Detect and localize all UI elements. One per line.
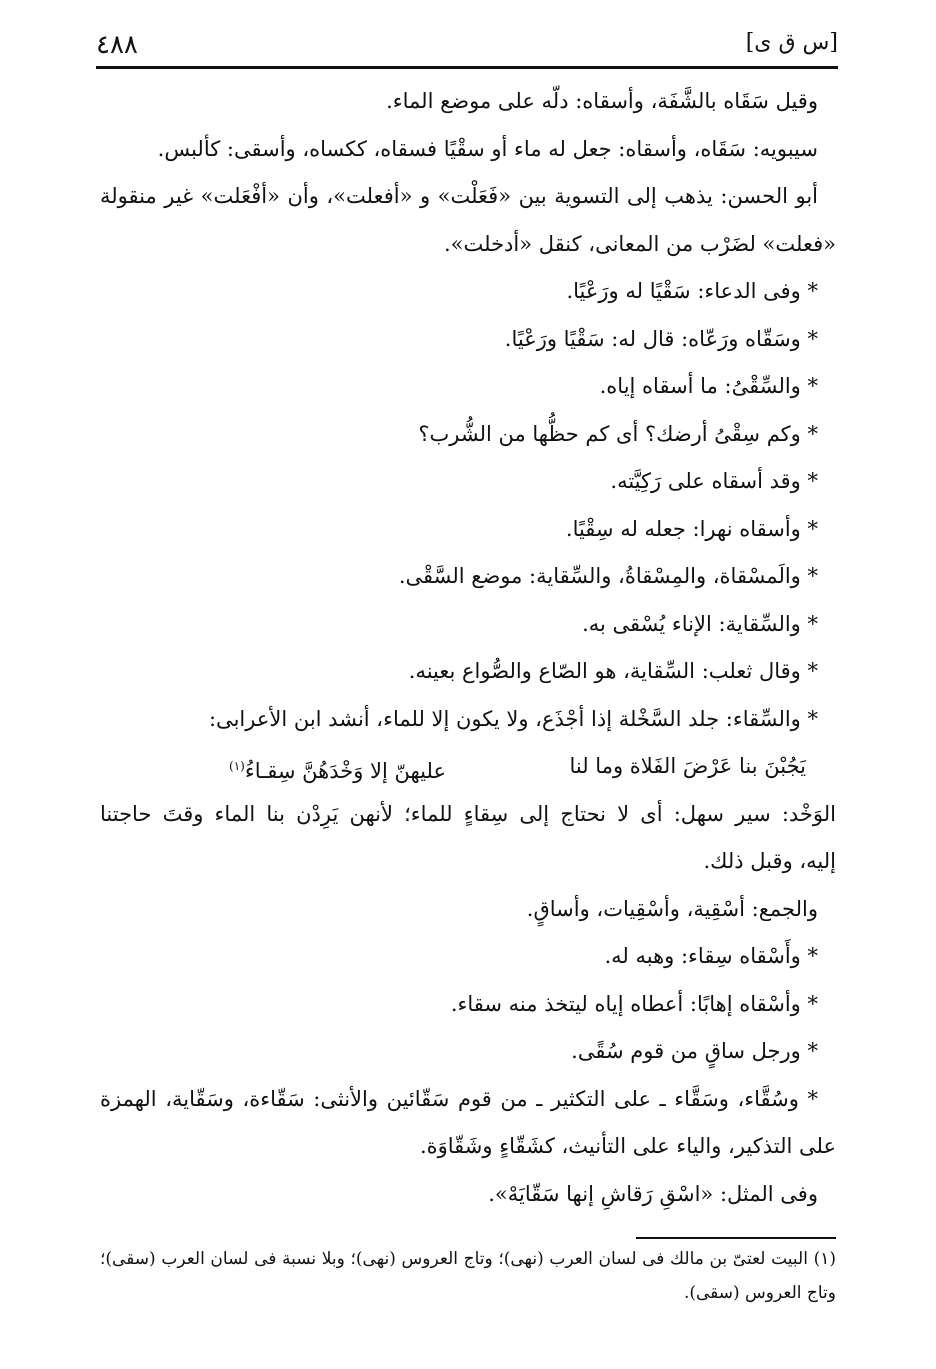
page-number: ٤٨٨ <box>96 30 138 60</box>
text-line: «فعلت» لضَرْب من المعانى، كنقل «أدخلت». <box>443 231 836 256</box>
verse-second-hemistich <box>116 743 446 791</box>
footnote-line: وتاج العروس (سقى). <box>683 1283 836 1303</box>
text-line: * وأَسْقاه سِقاء: وهبه له. <box>604 944 818 968</box>
text-line: الوَخْد: سير سهل: أى لا نحتاج إلى سِقاءٍ للماء؛ لأنهن يَرِدْن بنا الماء وقتَ حاجتنا <box>100 801 836 826</box>
text-line: * وكم سِقْىُ أرضك؟ أى كم حظُّها من الشُّرب؟ <box>418 421 818 446</box>
text-line: * وقد أسقاه على رَكِيَّته. <box>610 469 818 493</box>
poetry-verse <box>100 743 836 791</box>
text-line: * والَمسْقاة، والمِسْقاةُ، والسِّقاية: موضع السَّقْى. <box>398 564 818 588</box>
text-line: على التذكير، والياء على التأنيث، كشَقّاءٍ وشَقّاوَة. <box>419 1134 836 1158</box>
root-reference: [س ق ى] <box>745 30 838 55</box>
text-line: * ورجل ساقٍ من قوم سُقًى. <box>571 1039 818 1063</box>
verse-second-text: عليهنّ إلا وَخْدَهُنَّ سِقـاءُ <box>244 759 446 783</box>
footnote-marker: (١) <box>229 759 245 773</box>
footnote-rule <box>636 1237 836 1239</box>
page-header <box>96 26 838 68</box>
footnotes <box>100 1242 836 1310</box>
text-line: * وأسْقاه إهابًا: أعطاه إياه ليتخذ منه سقاء. <box>450 991 818 1016</box>
text-line: * وسَقّاه ورَعّاه: قال له: سَقْيًا ورَعْيًا. <box>504 326 818 351</box>
text-line: * وفى الدعاء: سَقْيًا له ورَعْيًا. <box>566 279 818 303</box>
text-line: والجمع: أسْقِية، وأسْقِيات، وأساقٍ. <box>526 896 818 921</box>
text-line: وفى المثل: «اسْقِ رَقاشِ إنها سَقّايَهْ». <box>488 1181 818 1206</box>
text-line: أبو الحسن: يذهب إلى التسوية بين «فَعَلْت» و «أفعلت»، وأن «أفْعَلت» غير منقولة <box>100 184 818 208</box>
text-line: * والسِّقْىُ: ما أسقاه إياه. <box>599 374 818 398</box>
text-line: * وسُقَّاء، وسَقَّاء ـ على التكثير ـ من قوم سَقّائين والأنثى: سَقّاءة، وسَقّاية، الهمزة <box>100 1086 818 1111</box>
text-line: * والسِّقاية: الإناء يُسْقى به. <box>582 611 818 636</box>
text-line: إليه، وقبل ذلك. <box>703 849 836 873</box>
footnote-line: (١) البيت لعتىّ بن مالك فى لسان العرب (نهى)؛ وتاج العروس (نهى)؛ وبلا نسبة فى لسان العرب (سقى)؛ <box>100 1249 836 1269</box>
entry-body <box>100 78 836 1218</box>
text-line: * وقال ثعلب: السِّقاية، هو الصّاع والصُّواع بعينه. <box>408 659 818 683</box>
text-line: * والسِّقاء: جلد السَّخْلة إذا أجْذَع، ولا يكون إلا للماء، أنشد ابن الأعرابى: <box>208 706 818 731</box>
text-line: * وأسقاه نهرا: جعله له سِقْيًا. <box>565 516 818 541</box>
verse-first-hemistich: يَجُبْنَ بنا عَرْضَ الفَلاة وما لنا <box>569 754 806 778</box>
header-rule <box>96 66 838 69</box>
text-line: وقيل سَقَاه بالشَّفَة، وأسقاه: دلّه على موضع الماء. <box>386 89 818 113</box>
text-line: سيبويه: سَقَاه، وأسقاه: جعل له ماء أو سقْيًا فسقاه، ككساه، وأسقى: كألبس. <box>157 136 818 161</box>
